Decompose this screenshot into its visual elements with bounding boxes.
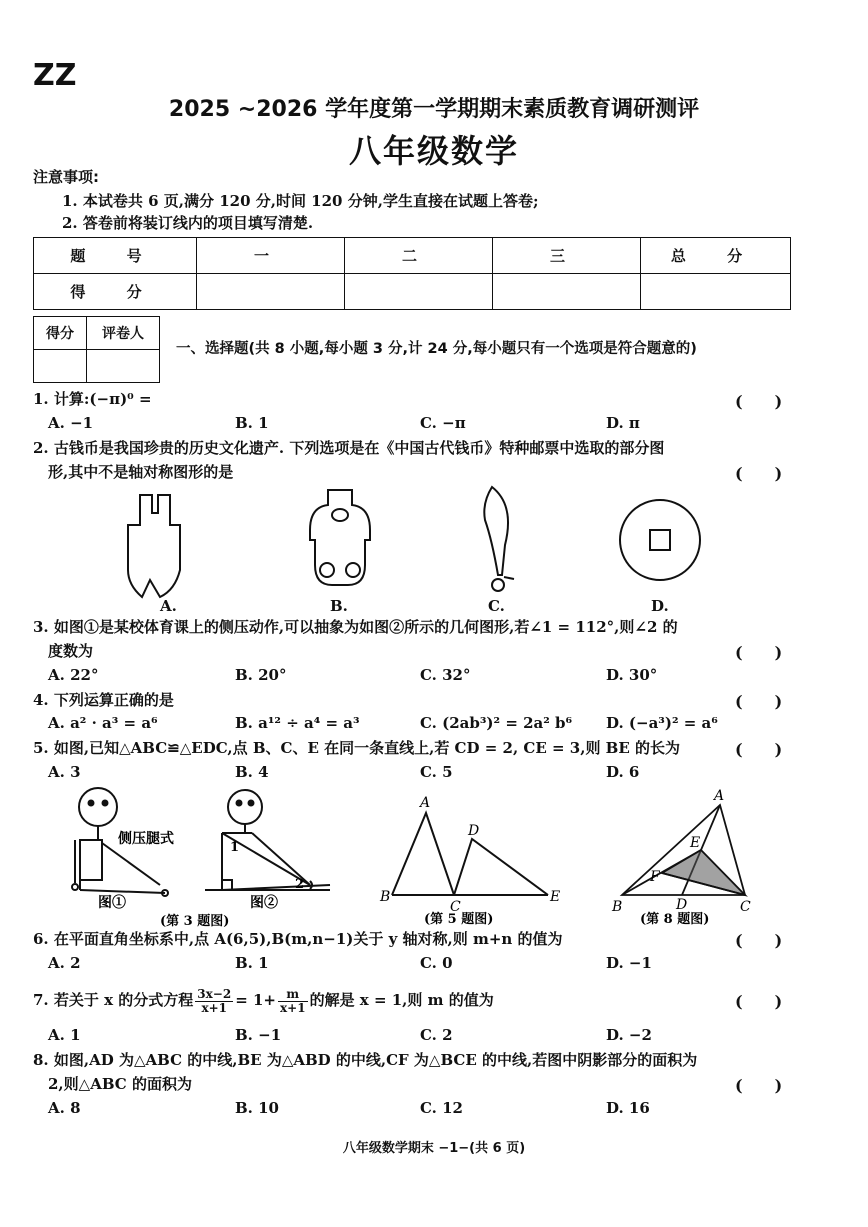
score-cell-total[interactable]: [641, 274, 791, 310]
q8-stem: 8. 如图,AD 为△ABC 的中线,BE 为△ABD 的中线,CF 为△BCE 的中线,若图中阴影部分的面积为: [33, 1051, 698, 1069]
subject-title: 八年级数学: [348, 132, 519, 170]
q3-option-d: D. 30°: [606, 666, 658, 684]
q5-caption: (第 5 题图): [424, 912, 494, 927]
grader-name-label: 评卷人: [87, 317, 160, 350]
q3-caption: (第 3 题图): [160, 914, 230, 929]
score-header-2: 二: [345, 238, 493, 274]
q6-option-c: C. 0: [420, 954, 453, 972]
q8-point-c: C: [740, 899, 751, 915]
q1-answer-paren[interactable]: ( ): [735, 392, 783, 411]
corner-mark: ZZ: [33, 58, 77, 93]
coin-a-spade-icon: [128, 495, 180, 597]
q8-option-c: C. 12: [420, 1099, 463, 1117]
grader-score-cell[interactable]: [34, 350, 87, 383]
score-row-label: 得 分: [34, 274, 197, 310]
q6-stem: 6. 在平面直角坐标系中,点 A(6,5),B(m,n−1)关于 y 轴对称,则 m+n 的值为: [33, 930, 563, 948]
q7-option-d: D. −2: [606, 1026, 652, 1044]
notes-item-1: 1. 本试卷共 6 页,满分 120 分,时间 120 分钟,学生直接在试题上答卷;: [62, 192, 539, 210]
q1-option-b: B. 1: [235, 414, 269, 432]
q4-option-c: C. (2ab³)² = 2a² b⁶: [420, 714, 573, 732]
notes-item-2: 2. 答卷前将装订线内的项目填写清楚.: [62, 214, 314, 232]
q5-option-a: A. 3: [48, 763, 81, 781]
q5-option-d: D. 6: [606, 763, 640, 781]
q3-option-a: A. 22°: [48, 666, 99, 684]
score-table: [33, 237, 791, 310]
q7-frac2-num: m: [278, 988, 308, 1002]
q1-option-c: C. −π: [420, 414, 466, 432]
q2-option-d: D.: [651, 597, 669, 615]
q7-stem-pre: 7. 若关于 x 的分式方程: [33, 991, 194, 1009]
q2-coin-figures: [120, 485, 720, 615]
q8-triangle-figure: [622, 805, 745, 895]
coin-c-knife-icon: [484, 487, 514, 591]
q4-stem: 4. 下列运算正确的是: [33, 691, 174, 709]
score-cell-1[interactable]: [197, 274, 345, 310]
score-header-1: 一: [197, 238, 345, 274]
fig1-caption: 图①: [98, 895, 126, 911]
q8-caption: (第 8 题图): [640, 912, 710, 927]
q4-option-a: A. a² · a³ = a⁶: [48, 714, 158, 732]
q6-answer-paren[interactable]: ( ): [735, 931, 783, 950]
q6-option-b: B. 1: [235, 954, 269, 972]
q7-option-a: A. 1: [48, 1026, 81, 1044]
q7-fraction-2: [278, 988, 308, 1015]
score-header-label: 题 号: [34, 238, 197, 274]
q7-stem-mid: = 1+: [235, 991, 276, 1009]
q7-option-c: C. 2: [420, 1026, 453, 1044]
score-cell-3[interactable]: [493, 274, 641, 310]
q8-option-a: A. 8: [48, 1099, 81, 1117]
exam-title: 2025 ~2026 学年度第一学期期末素质教育调研测评: [168, 97, 700, 122]
q3-option-b: B. 20°: [235, 666, 287, 684]
q4-answer-paren[interactable]: ( ): [735, 692, 783, 711]
grader-score-label: 得分: [34, 317, 87, 350]
q8-point-f: F: [650, 869, 660, 885]
q3-option-c: C. 32°: [420, 666, 471, 684]
q5-point-c: C: [450, 899, 461, 915]
q7-stem-post: 的解是 x = 1,则 m 的值为: [309, 991, 494, 1009]
q8-point-b: B: [612, 899, 623, 915]
q8-answer-paren[interactable]: ( ): [735, 1076, 783, 1095]
q7-frac1-num: 3x−2: [197, 986, 232, 1001]
q1-option-d: D. π: [606, 414, 640, 432]
fig1-label: 侧压腿式: [118, 831, 174, 847]
score-header-total: 总 分: [641, 238, 791, 274]
section1-title: 一、选择题(共 8 小题,每小题 3 分,计 24 分,每小题只有一个选项是符合题意的): [176, 341, 697, 357]
grader-name-cell[interactable]: [87, 350, 160, 383]
q1-stem: 1. 计算:(−π)⁰ =: [33, 390, 152, 408]
q8-option-b: B. 10: [235, 1099, 279, 1117]
fig2-angle-2: 2: [295, 877, 305, 892]
q8-stem-cont: 2,则△ABC 的面积为: [48, 1075, 192, 1093]
q4-option-b: B. a¹² ÷ a⁴ = a³: [235, 714, 360, 732]
q3-answer-paren[interactable]: ( ): [735, 643, 783, 662]
q5-point-a: A: [420, 795, 431, 811]
figures-row: [40, 785, 840, 930]
grader-box: [33, 316, 160, 383]
q2-stem: 2. 古钱币是我国珍贵的历史文化遗产. 下列选项是在《中国古代钱币》特种邮票中选取的部分图: [33, 439, 665, 457]
fig2-caption: 图②: [250, 895, 278, 911]
q5-option-b: B. 4: [235, 763, 269, 781]
q8-point-a: A: [714, 788, 725, 804]
q2-option-b: B.: [330, 597, 348, 615]
q7-fraction-1: [195, 988, 233, 1015]
q7-frac1-den: x+1: [201, 1000, 228, 1015]
q6-option-d: D. −1: [606, 954, 652, 972]
q5-answer-paren[interactable]: ( ): [735, 740, 783, 759]
q2-answer-paren[interactable]: ( ): [735, 464, 783, 483]
q7-stem: [33, 984, 494, 1016]
q7-option-b: B. −1: [235, 1026, 282, 1044]
q8-option-d: D. 16: [606, 1099, 650, 1117]
score-header-3: 三: [493, 238, 641, 274]
fig2-angle-1: 1: [230, 840, 240, 855]
q3-stem-cont: 度数为: [48, 642, 94, 660]
q2-stem-cont: 形,其中不是轴对称图形的是: [48, 463, 234, 481]
q5-point-d: D: [468, 823, 480, 839]
notes-heading: 注意事项:: [33, 168, 99, 186]
q2-option-a: A.: [160, 597, 177, 615]
q1-option-a: A. −1: [48, 414, 94, 432]
q5-point-e: E: [550, 889, 561, 905]
q6-option-a: A. 2: [48, 954, 81, 972]
q7-frac2-den: x+1: [280, 1000, 306, 1015]
q4-option-d: D. (−a³)² = a⁶: [606, 714, 718, 732]
q7-answer-paren[interactable]: ( ): [735, 992, 783, 1011]
q5-stem: 5. 如图,已知△ABC≌△EDC,点 B、C、E 在同一条直线上,若 CD = 2, CE = 3,则 BE 的长为: [33, 739, 680, 757]
fig2-geometry: [205, 790, 330, 890]
q5-option-c: C. 5: [420, 763, 453, 781]
coin-b-icon: [310, 490, 370, 585]
q5-point-b: B: [380, 889, 391, 905]
q3-stem: 3. 如图①是某校体育课上的侧压动作,可以抽象为如图②所示的几何图形,若∠1 = 112°,则∠2 的: [33, 618, 678, 636]
q8-point-d: D: [676, 897, 688, 913]
coin-d-round-icon: [620, 500, 700, 580]
q8-point-e: E: [690, 835, 701, 851]
page-footer: 八年级数学期末 −1−(共 6 页): [342, 1141, 526, 1156]
score-cell-2[interactable]: [345, 274, 493, 310]
q2-option-c: C.: [488, 597, 505, 615]
